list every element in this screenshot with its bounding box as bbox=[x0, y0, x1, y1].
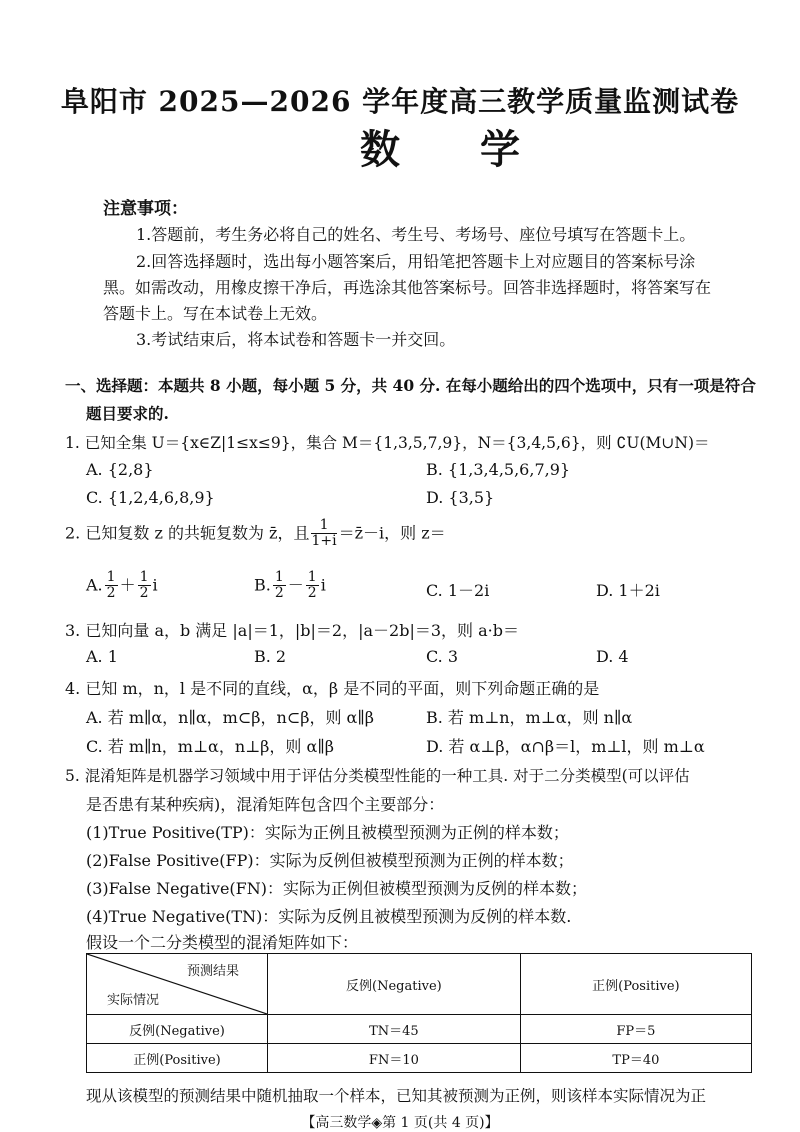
notice-item-2c: 答题卡上。写在本试卷上无效。 bbox=[103, 304, 328, 323]
q5-question-line: 现从该模型的预测结果中随机抽取一个样本，已知其被预测为正例，则该样本实际情况为正 bbox=[86, 1087, 707, 1105]
q2-a-frac2-num: 1 bbox=[139, 569, 149, 585]
q2-b-suffix: i bbox=[320, 575, 326, 595]
q2-fraction bbox=[311, 518, 336, 550]
q3-option-d: D. 4 bbox=[596, 647, 629, 666]
q2-a-frac1-num: 1 bbox=[106, 569, 116, 585]
q2-b-frac2-den: 2 bbox=[307, 585, 317, 602]
q2-b-frac1 bbox=[273, 570, 286, 602]
q5-part-3: (3)False Negative(FN)：实际为正例但被模型预测为反例的样本数； bbox=[86, 879, 587, 898]
q2-a-suffix: i bbox=[152, 575, 158, 595]
q4-option-c: C. 若 m∥n，m⊥α，n⊥β，则 α∥β bbox=[86, 737, 334, 756]
q3-option-c: C. 3 bbox=[426, 647, 459, 666]
q2-b-frac1-num: 1 bbox=[274, 569, 284, 585]
q2-b-frac1-den: 2 bbox=[274, 585, 284, 602]
cell-tn: TN＝45 bbox=[268, 1015, 521, 1044]
notice-heading: 注意事项： bbox=[103, 199, 188, 219]
q5-stem-line2: 是否患有某种疾病)，混淆矩阵包含四个主要部分： bbox=[86, 795, 445, 814]
predicted-header: 预测结果 bbox=[186, 964, 239, 979]
q2-a-frac1 bbox=[105, 570, 118, 602]
q5-stem-line1: 5. 混淆矩阵是机器学习领域中用于评估分类模型性能的一种工具. 对于二分类模型(可以评估 bbox=[65, 767, 690, 785]
q1-option-d: D. {3,5} bbox=[426, 488, 495, 507]
notice-item-2b: 黑。如需改动，用橡皮擦干净后，再选涂其他答案标号。回答非选择题时，将答案写在 bbox=[103, 278, 712, 297]
cell-fn: FN＝10 bbox=[268, 1044, 521, 1073]
section-heading-line2: 题目要求的. bbox=[86, 404, 169, 423]
page-footer: 【高三数学◈第 1 页(共 4 页)】 bbox=[301, 1115, 499, 1131]
q2-stem bbox=[65, 518, 446, 550]
q2-b-frac2 bbox=[306, 570, 319, 602]
q1-option-b: B. {1,3,4,5,6,7,9} bbox=[426, 460, 571, 479]
q3-option-b: B. 2 bbox=[254, 647, 287, 666]
q5-part-2: (2)False Positive(FP)：实际为反例但被模型预测为正例的样本数； bbox=[86, 851, 574, 870]
q5-part-4: (4)True Negative(TN)：实际为反例且被模型预测为反例的样本数. bbox=[86, 907, 572, 926]
q2-option-b bbox=[254, 570, 326, 602]
q5-assumption: 假设一个二分类模型的混淆矩阵如下： bbox=[86, 933, 359, 952]
q5-part-1: (1)True Positive(TP)：实际为正例且被模型预测为正例的样本数； bbox=[86, 823, 569, 842]
row-positive: 正例(Positive) bbox=[87, 1044, 268, 1073]
q2-frac-numerator: 1 bbox=[311, 518, 336, 534]
table-row bbox=[87, 1044, 752, 1073]
q4-option-b: B. 若 m⊥n，m⊥α，则 n∥α bbox=[426, 708, 633, 727]
section-heading-line1: 一、选择题：本题共 8 小题，每小题 5 分，共 40 分. 在每小题给出的四个选项中，只有一项是符合 bbox=[65, 376, 756, 395]
notice-item-2a: 2.回答选择题时，选出每小题答案后，用铅笔把答题卡上对应题目的答案标号涂 bbox=[136, 252, 696, 271]
q2-a-prefix: A. bbox=[86, 575, 103, 595]
q2-b-frac2-num: 1 bbox=[307, 569, 317, 585]
q2-a-frac2 bbox=[138, 570, 151, 602]
q4-option-d: D. 若 α⊥β，α∩β＝l，m⊥l，则 m⊥α bbox=[426, 737, 705, 756]
q2-b-prefix: B. bbox=[254, 575, 271, 595]
q3-option-a: A. 1 bbox=[86, 647, 118, 666]
q2-stem-start: 2. 已知复数 z 的共轭复数为 z̄，且 bbox=[65, 523, 310, 543]
confusion-matrix-table bbox=[86, 953, 752, 1073]
cell-tp: TP＝40 bbox=[520, 1044, 751, 1073]
q4-stem: 4. 已知 m，n，l 是不同的直线，α，β 是不同的平面，则下列命题正确的是 bbox=[65, 679, 600, 698]
q2-frac-denominator: 1+i bbox=[311, 533, 337, 550]
q2-stem-end: ＝z̄－i，则 z＝ bbox=[338, 523, 446, 543]
q1-stem: 1. 已知全集 U＝{x∈Z|1≤x≤9}，集合 M＝{1,3,5,7,9}，N＝{3,4,5,6}，则 ∁U(M∪N)＝ bbox=[65, 434, 710, 452]
q2-option-d: D. 1＋2i bbox=[596, 581, 660, 600]
table-row bbox=[87, 1015, 752, 1044]
subject-title: 数学 bbox=[360, 126, 600, 173]
column-positive: 正例(Positive) bbox=[520, 954, 751, 1015]
table-header-row bbox=[87, 954, 752, 1015]
q3-stem: 3. 已知向量 a，b 满足 |a|＝1，|b|＝2，|a－2b|＝3，则 a·b＝ bbox=[65, 621, 519, 640]
column-negative: 反例(Negative) bbox=[268, 954, 521, 1015]
row-negative: 反例(Negative) bbox=[87, 1015, 268, 1044]
table-corner-cell bbox=[87, 954, 268, 1015]
notice-item-3: 3.考试结束后，将本试卷和答题卡一并交回。 bbox=[136, 330, 456, 349]
cell-fp: FP＝5 bbox=[520, 1015, 751, 1044]
q2-a-frac2-den: 2 bbox=[139, 585, 149, 602]
q2-a-op: ＋ bbox=[119, 575, 136, 595]
q4-option-a: A. 若 m∥α，n∥α，m⊂β，n⊂β，则 α∥β bbox=[86, 708, 375, 727]
q1-option-a: A. {2,8} bbox=[86, 460, 154, 479]
q1-option-c: C. {1,2,4,6,8,9} bbox=[86, 488, 215, 507]
exam-title: 阜阳市 2025—2026 学年度高三教学质量监测试卷 bbox=[60, 85, 740, 118]
actual-header: 实际情况 bbox=[107, 993, 160, 1008]
q2-option-a bbox=[86, 570, 158, 602]
q2-b-op: － bbox=[287, 575, 304, 595]
q2-a-frac1-den: 2 bbox=[106, 585, 116, 602]
notice-item-1: 1.答题前，考生务必将自己的姓名、考生号、考场号、座位号填写在答题卡上。 bbox=[136, 225, 696, 244]
q2-option-c: C. 1－2i bbox=[426, 581, 490, 600]
